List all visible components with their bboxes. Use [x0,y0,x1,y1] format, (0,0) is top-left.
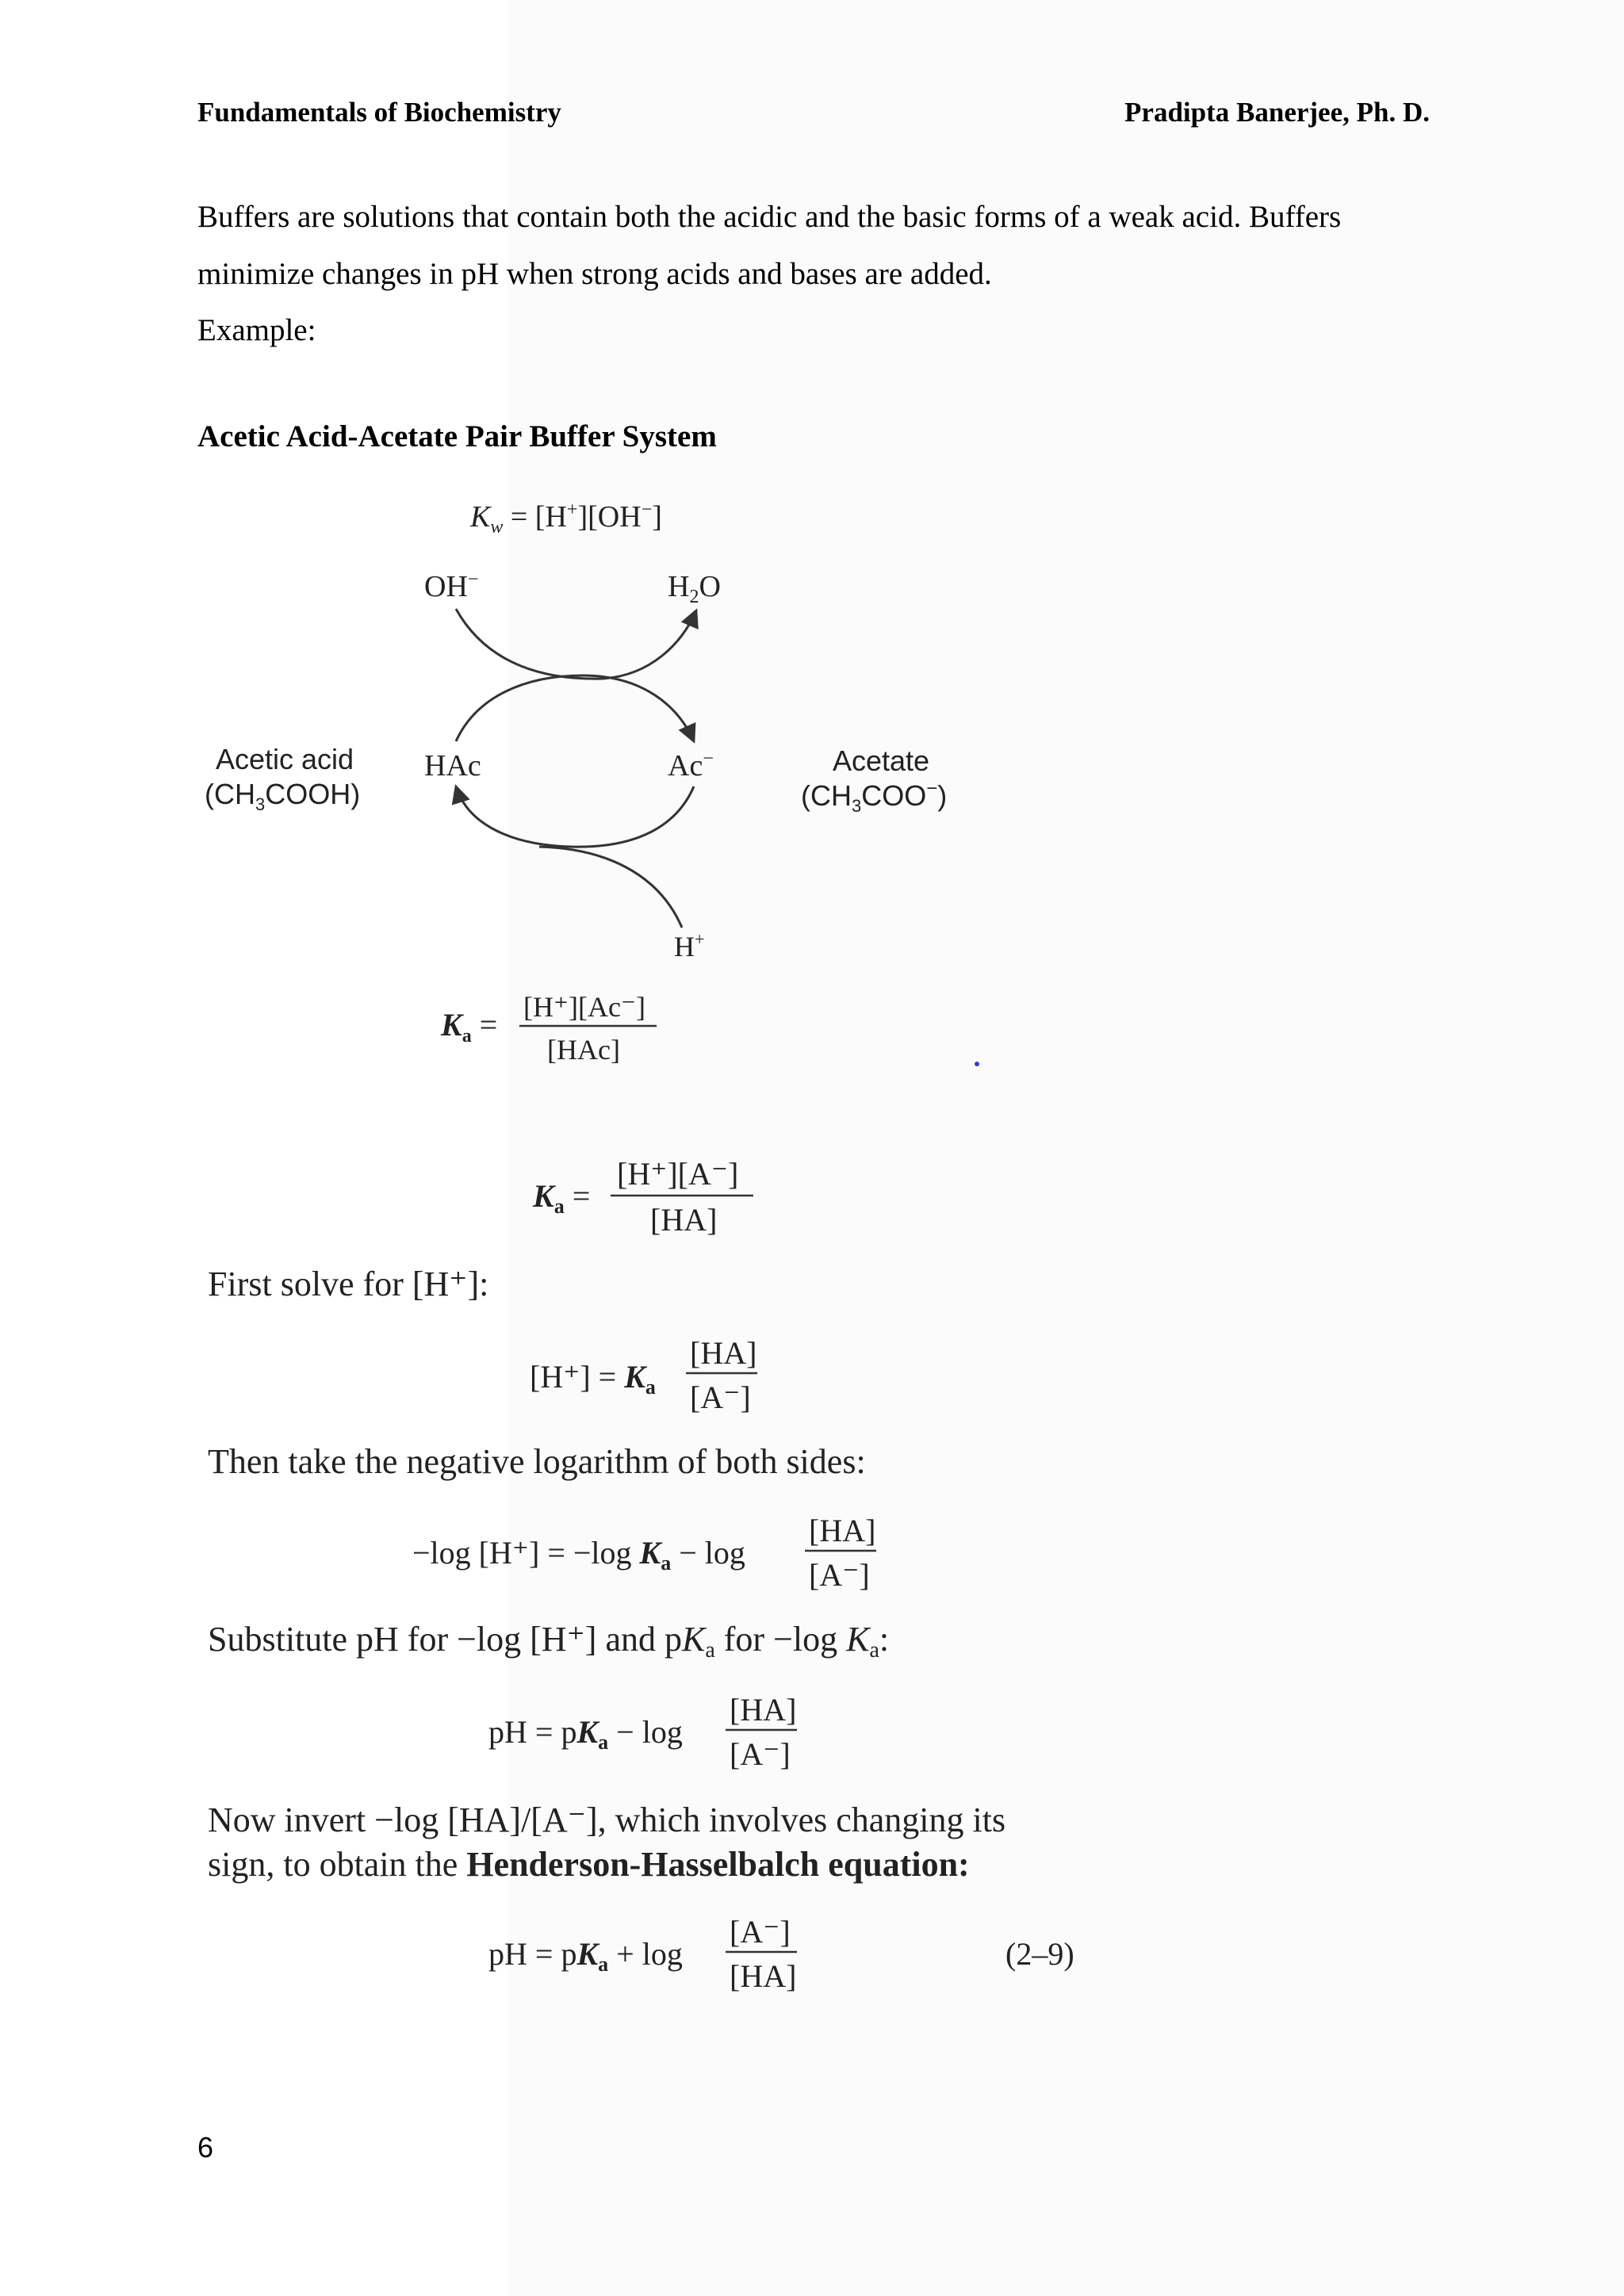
eq1-denominator: [HA] [650,1202,718,1238]
eq2-denominator: [A⁻] [690,1380,751,1415]
step-1: First solve for [H⁺]: [208,1265,489,1303]
arrow-oh-to-h2o [456,609,696,679]
acetate-formula: (CH [801,779,852,812]
hac-label: HAc [424,749,481,783]
acetic-acid-label: Acetic acid [216,743,354,775]
intro-line-3: Example: [197,313,316,347]
eq4-denominator: [A⁻] [730,1736,791,1772]
arrow-hac-to-ac [456,675,694,741]
eq1-numerator: [H⁺][A⁻] [617,1156,739,1192]
step-4-line-1: Now invert −log [HA]/[A⁻], which involves changing its [208,1800,1006,1839]
acetic-acid-formula: (CH [205,778,255,810]
svg-text:H2O: $H_2O$ [668,570,721,607]
ka-denominator: [HAc] [547,1034,620,1066]
arrow-ac-to-hac [456,786,694,847]
page-number: 6 [197,2131,214,2164]
section-title: Acetic Acid-Acetate Pair Buffer System [197,419,717,453]
kw-subscript: w [490,517,504,538]
stray-dot [975,1062,979,1066]
intro-line-2: minimize changes in pH when strong acids and bases are added. [197,257,992,291]
svg-text:OH−: OH− [424,569,479,603]
step-4-line-2: sign, to obtain the Henderson-Hasselbalch equation: [208,1845,970,1884]
svg-text:Kw = [H+][OH−]: $K_w = [H^+][OH^-]$ [470,499,662,538]
intro-line-1: Buffers are solutions that contain both the acidic and the basic forms of a weak acid. Buffers [197,200,1342,234]
step-3: Substitute pH for −log [H⁺] and pKa for −log Ka: [208,1620,890,1663]
header-book-title: Fundamentals of Biochemistry [197,97,561,128]
eq5-numerator: [A⁻] [730,1914,791,1950]
svg-text:Ka =: $K_a$ = [441,1007,498,1047]
svg-text:(CH3COO−): $(CH_3COO^-)$ [801,778,948,816]
eq3-numerator: [HA] [809,1513,876,1548]
svg-text:(CH3COOH): $(CH_3COOH)$ [205,778,361,814]
eq3-denominator: [A⁻] [809,1557,870,1593]
step-2: Then take the negative logarithm of both sides: [208,1442,866,1481]
svg-text:[H⁺] = Ka: $[H^+] = K_a$ [530,1359,656,1399]
ka-numerator: [H⁺][Ac⁻] [523,991,645,1023]
ac-label: Ac [668,749,703,783]
oh-label: OH [424,570,468,603]
eq5-denominator: [HA] [730,1958,797,1994]
arrow-hplus-branch [539,847,682,928]
ka-symbol: K [441,1007,462,1043]
svg-text:−log [H⁺] = −log Ka − log: −log [H⁺] = −log $K_a - \log$ [412,1535,745,1575]
svg-text:H+: H+ [674,929,705,962]
kw-end: ] [652,500,662,534]
hplus-label: H [674,931,695,962]
equation-number: (2–9) [1005,1936,1074,1972]
svg-text:pH = pKa − log: pH = $pK_a - \log$ [488,1714,683,1754]
h2o-label: H [668,570,690,603]
eq2-numerator: [HA] [690,1335,757,1371]
eq4-numerator: [HA] [730,1692,797,1728]
svg-text:Ac−: Ac− [668,748,714,783]
kw-rest: ][OH [577,500,642,534]
header-author: Pradipta Banerjee, Ph. D. [1124,97,1430,128]
svg-text:pH = pKa + log: pH = $pK_a + \log$ [488,1936,683,1976]
kw-symbol: K [470,500,491,534]
kw-rhs: = [H [503,500,567,534]
acetate-label: Acetate [833,744,930,777]
svg-text:Ka =: $K_a$ = [533,1178,591,1218]
